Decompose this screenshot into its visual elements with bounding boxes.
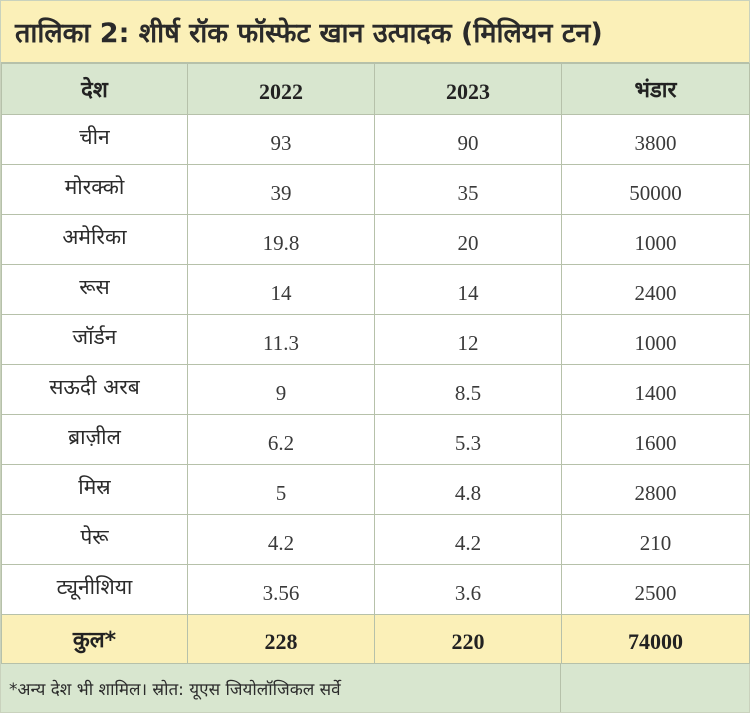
reserve-cell: 50000 xyxy=(562,165,750,215)
reserve-cell: 2800 xyxy=(562,465,750,515)
value-2023-cell: 5.3 xyxy=(375,415,562,465)
header-row xyxy=(2,64,750,115)
value-2023-cell: 90 xyxy=(375,115,562,165)
footnote-row xyxy=(1,664,749,712)
country-cell: पेरू xyxy=(2,515,188,565)
table-row xyxy=(2,115,750,165)
header-country: देश xyxy=(2,64,188,115)
table-row xyxy=(2,515,750,565)
total-label: कुल* xyxy=(2,615,188,664)
country-cell: सऊदी अरब xyxy=(2,365,188,415)
country-cell: जॉर्डन xyxy=(2,315,188,365)
country-cell: अमेरिका xyxy=(2,215,188,265)
value-2023-cell: 35 xyxy=(375,165,562,215)
total-reserve: 74000 xyxy=(562,615,750,664)
value-2023-cell: 8.5 xyxy=(375,365,562,415)
header-2023: 2023 xyxy=(375,64,562,115)
value-2023-cell: 4.2 xyxy=(375,515,562,565)
country-cell: चीन xyxy=(2,115,188,165)
total-2023: 220 xyxy=(375,615,562,664)
table-row xyxy=(2,465,750,515)
value-2022-cell: 93 xyxy=(188,115,375,165)
table-row xyxy=(2,215,750,265)
table-title: तालिका 2: शीर्ष रॉक फॉस्फेट खान उत्पादक (मिलियन टन) xyxy=(1,1,749,63)
value-2022-cell: 4.2 xyxy=(188,515,375,565)
value-2022-cell: 9 xyxy=(188,365,375,415)
table-row xyxy=(2,315,750,365)
footnote-blank-cell xyxy=(561,664,749,712)
value-2022-cell: 5 xyxy=(188,465,375,515)
reserve-cell: 1000 xyxy=(562,315,750,365)
country-cell: ब्राज़ील xyxy=(2,415,188,465)
value-2022-cell: 3.56 xyxy=(188,565,375,615)
total-row xyxy=(2,615,750,664)
reserve-cell: 3800 xyxy=(562,115,750,165)
country-cell: मोरक्को xyxy=(2,165,188,215)
reserve-cell: 210 xyxy=(562,515,750,565)
total-2022: 228 xyxy=(188,615,375,664)
value-2022-cell: 14 xyxy=(188,265,375,315)
value-2023-cell: 4.8 xyxy=(375,465,562,515)
value-2023-cell: 20 xyxy=(375,215,562,265)
footnote-text: *अन्य देश भी शामिल। स्रोत: यूएस जियोलॉजिकल सर्वे xyxy=(1,664,561,712)
value-2022-cell: 39 xyxy=(188,165,375,215)
table-row xyxy=(2,265,750,315)
value-2023-cell: 12 xyxy=(375,315,562,365)
table-row xyxy=(2,565,750,615)
reserve-cell: 1600 xyxy=(562,415,750,465)
value-2023-cell: 3.6 xyxy=(375,565,562,615)
header-reserve: भंडार xyxy=(562,64,750,115)
reserve-cell: 2400 xyxy=(562,265,750,315)
value-2022-cell: 11.3 xyxy=(188,315,375,365)
reserve-cell: 1000 xyxy=(562,215,750,265)
table-row xyxy=(2,165,750,215)
table-row xyxy=(2,365,750,415)
country-cell: मिस्र xyxy=(2,465,188,515)
reserve-cell: 1400 xyxy=(562,365,750,415)
value-2022-cell: 6.2 xyxy=(188,415,375,465)
header-2022: 2022 xyxy=(188,64,375,115)
reserve-cell: 2500 xyxy=(562,565,750,615)
value-2022-cell: 19.8 xyxy=(188,215,375,265)
phosphate-table xyxy=(1,63,750,664)
value-2023-cell: 14 xyxy=(375,265,562,315)
country-cell: रूस xyxy=(2,265,188,315)
table-row xyxy=(2,415,750,465)
country-cell: ट्यूनीशिया xyxy=(2,565,188,615)
